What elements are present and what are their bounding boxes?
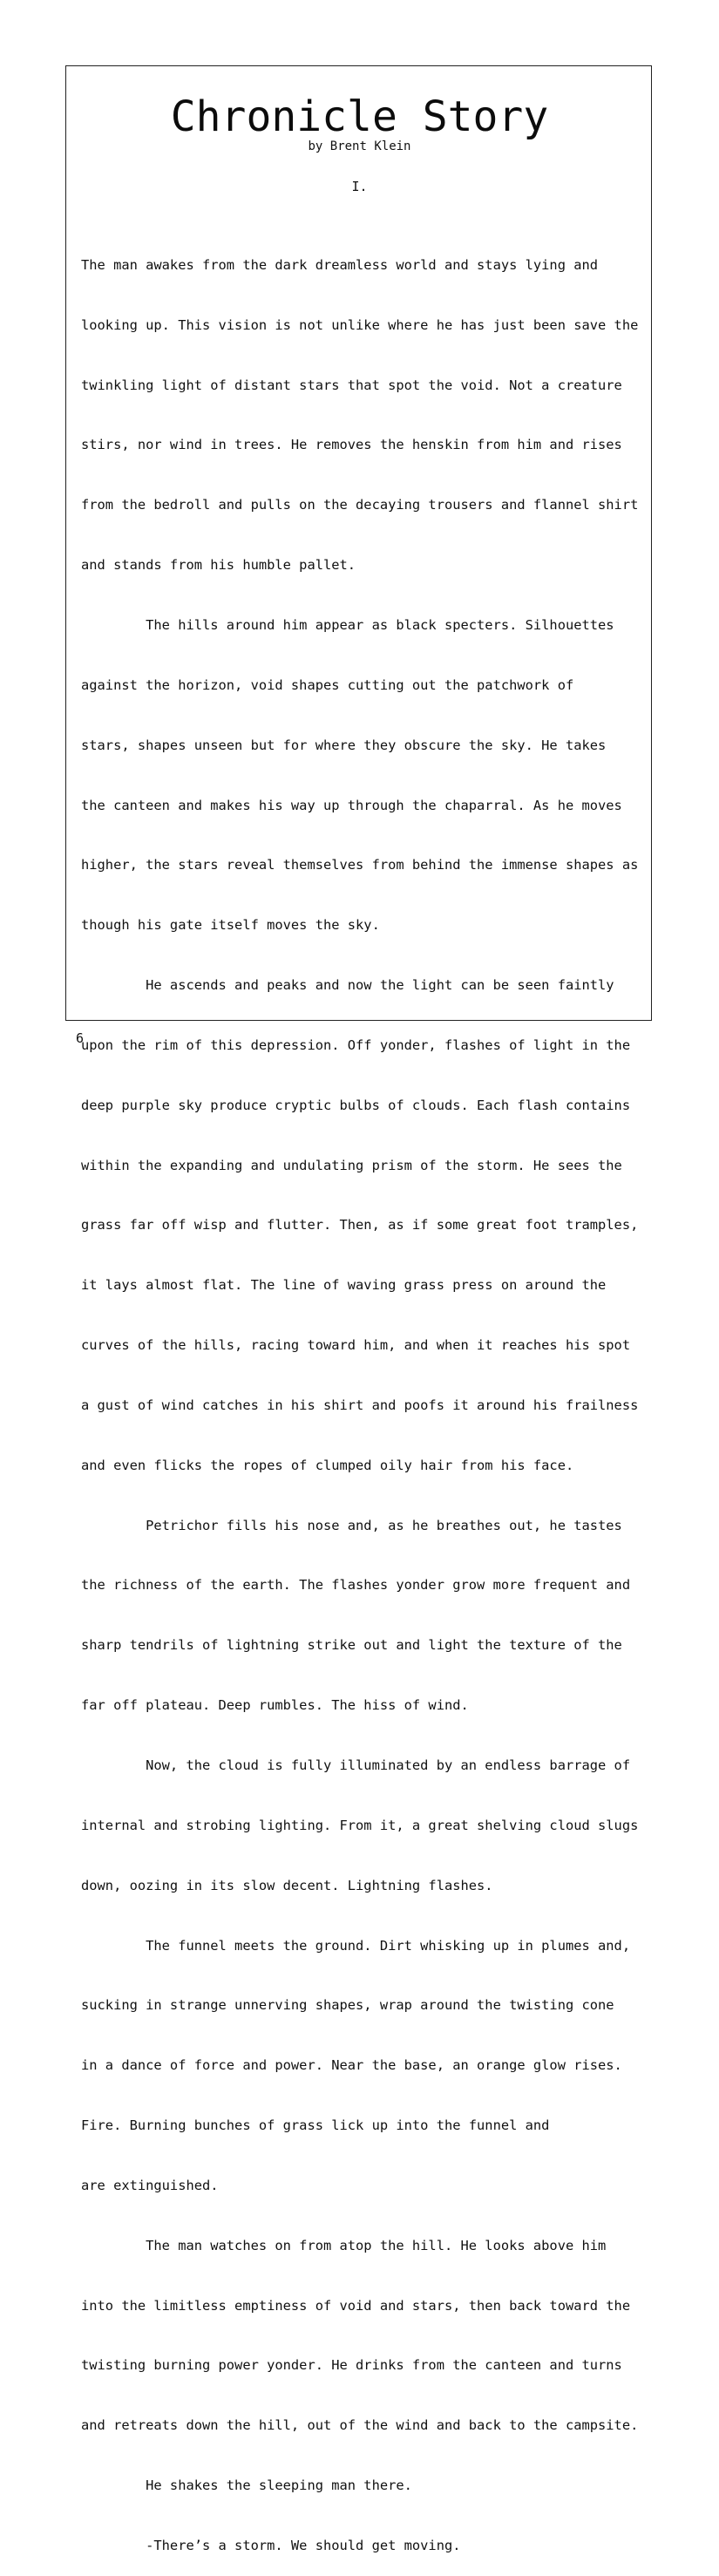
- body-line: internal and strobing lighting. From it, a great shelving cloud slugs: [81, 1817, 639, 1833]
- body-line: Petrichor fills his nose and, as he breathes out, he tastes: [81, 1517, 622, 1533]
- body-line: The man awakes from the dark dreamless world and stays lying and: [81, 256, 599, 273]
- body-line: sharp tendrils of lightning strike out and light the texture of the: [81, 1637, 622, 1654]
- author-byline: by Brent Klein: [308, 139, 411, 153]
- body-line: He ascends and peaks and now the light can be seen faintly: [81, 977, 614, 994]
- body-line: Fire. Burning bunches of grass lick up into the funnel and: [81, 2117, 550, 2134]
- body-line: upon the rim of this depression. Off yonder, flashes of light in the: [81, 1037, 631, 1053]
- body-line: The man watches on from atop the hill. He looks above him: [81, 2237, 607, 2253]
- body-line: The hills around him appear as black specters. Silhouettes: [81, 616, 614, 633]
- body-line: deep purple sky produce cryptic bulbs of clouds. Each flash contains: [81, 1097, 631, 1113]
- body-line: though his gate itself moves the sky.: [81, 917, 380, 934]
- body-line: within the expanding and undulating prism of the storm. He sees the: [81, 1157, 622, 1173]
- body-line: and retreats down the hill, out of the wind and back to the campsite.: [81, 2417, 639, 2434]
- body-line: and stands from his humble pallet.: [81, 557, 356, 574]
- story-body: [81, 215, 639, 2576]
- body-line: sucking in strange unnerving shapes, wrap around the twisting cone: [81, 1997, 614, 2014]
- body-line: far off plateau. Deep rumbles. The hiss of wind.: [81, 1697, 469, 1714]
- body-line: stars, shapes unseen but for where they obscure the sky. He takes: [81, 737, 607, 753]
- body-line: stirs, nor wind in trees. He removes the henskin from him and rises: [81, 437, 622, 453]
- body-line: grass far off wisp and flutter. Then, as if some great foot tramples,: [81, 1217, 639, 1234]
- body-line: -There’s a storm. We should get moving.: [81, 2537, 461, 2553]
- body-line: The funnel meets the ground. Dirt whisking up in plumes and,: [81, 1937, 631, 1954]
- body-line: a gust of wind catches in his shirt and poofs it around his frailness: [81, 1397, 639, 1413]
- story-title: Chronicle Story: [170, 92, 549, 141]
- body-line: from the bedroll and pulls on the decaying trousers and flannel shirt: [81, 497, 639, 513]
- body-line: down, oozing in its slow decent. Lightning flashes.: [81, 1877, 493, 1893]
- body-line: and even flicks the ropes of clumped oily hair from his face.: [81, 1457, 574, 1473]
- body-line: the canteen and makes his way up through the chaparral. As he moves: [81, 797, 622, 813]
- body-line: twisting burning power yonder. He drinks from the canteen and turns: [81, 2357, 622, 2374]
- body-line: Now, the cloud is fully illuminated by an endless barrage of: [81, 1757, 631, 1773]
- body-line: are extinguished.: [81, 2177, 219, 2193]
- section-number: I.: [351, 179, 368, 194]
- body-line: in a dance of force and power. Near the base, an orange glow rises.: [81, 2057, 622, 2074]
- page-number: 6: [76, 1030, 85, 1046]
- body-line: looking up. This vision is not unlike where he has just been save the: [81, 316, 639, 333]
- body-line: it lays almost flat. The line of waving grass press on around the: [81, 1277, 607, 1294]
- body-line: He shakes the sleeping man there.: [81, 2477, 412, 2494]
- body-line: twinkling light of distant stars that spot the void. Not a creature: [81, 377, 622, 393]
- body-line: higher, the stars reveal themselves from behind the immense shapes as: [81, 857, 639, 873]
- body-line: curves of the hills, racing toward him, and when it reaches his spot: [81, 1337, 631, 1354]
- body-line: the richness of the earth. The flashes yonder grow more frequent and: [81, 1577, 631, 1594]
- body-line: into the limitless emptiness of void and stars, then back toward the: [81, 2297, 631, 2314]
- body-line: against the horizon, void shapes cutting out the patchwork of: [81, 676, 574, 693]
